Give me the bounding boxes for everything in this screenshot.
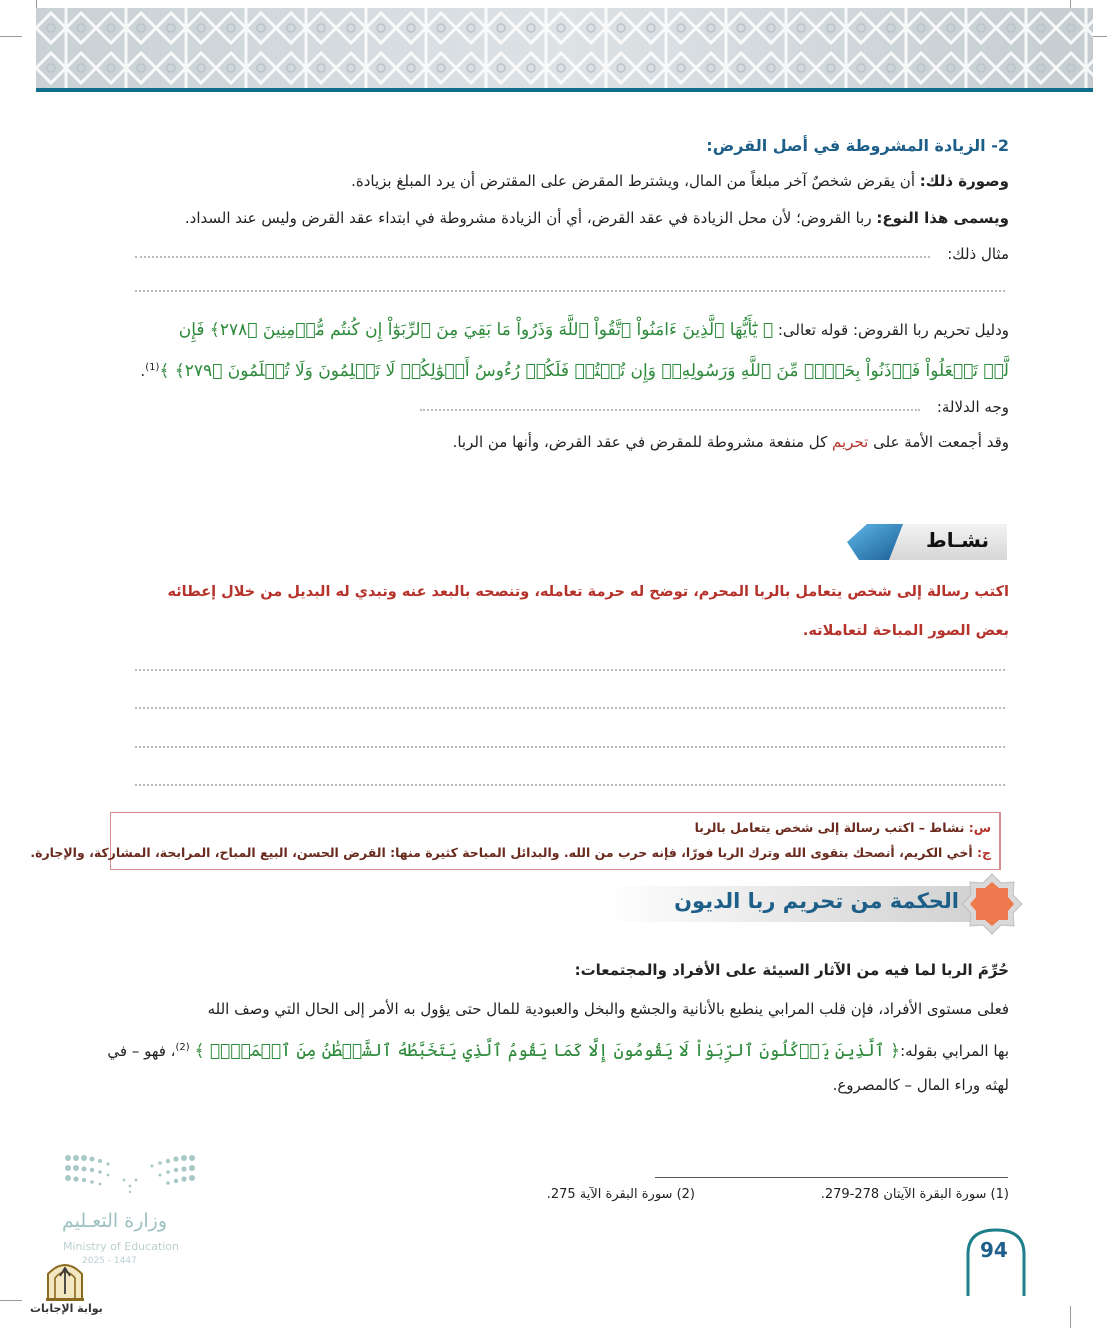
answer-text: أخي الكريم، أنصحك بتقوى الله وترك الربا فورًا، فإنه حرب من الله. والبدائل المباحة كثيرة منها: القرض الحسن، البيع المباح، المرابحة، المشاركة، والإجارة. [30, 845, 977, 860]
form-label: وصورة ذلك: [919, 172, 1009, 190]
page-number: 94 [980, 1238, 1008, 1262]
wisdom-intro: حُرِّمَ الربا لما فيه من الآثار السيئة على الأفراد والمجتمعات: [574, 961, 1009, 979]
ministry-name-english: Ministry of Education [63, 1240, 180, 1253]
activity-answer-line[interactable] [135, 746, 1005, 748]
activity-text-line1: اكتب رسالة إلى شخص يتعامل بالربا المحرم، توضح له حرمة تعامله، وتنصحه بالبعد عنه وتبدي له البديل من خلال إعطائه [167, 584, 1009, 600]
ministry-logo-dots [62, 1150, 202, 1200]
paragraph-form [351, 169, 1009, 193]
form-text: أن يقرض شخصٌ آخر مبلغاً من المال، ويشترط المقرض على المقترض أن يرد المبلغ بزيادة. [351, 172, 920, 190]
answer-question [695, 819, 991, 837]
wisdom-paragraph-line3: لهثه وراء المال – كالمصروع. [832, 1076, 1009, 1094]
ministry-year: 2025 - 1447 [82, 1256, 137, 1266]
verse-end: . [140, 362, 146, 380]
crop-mark [1070, 1306, 1071, 1328]
quran-verse: ﴿ يَٰٓأَيُّهَا ٱلَّذِينَ ءَامَنُواْ ٱتَّقُواْ ٱللَّهَ وَذَرُواْ مَا بَقِيَ مِنَ ٱلرِّبَوٰٓاْ إِن كُنتُم مُّؤۡمِنِينَ ﴿٢٧٨﴾ فَإِن [178, 320, 774, 340]
answer-box [30, 812, 1001, 870]
quran-verse: ﴿ ٱلَّذِينَ يَأۡكُلُونَ ٱلرِّبَوٰاْ لَا يَقُومُونَ إِلَّا كَمَا يَقُومُ ٱلَّذِي يَتَخَبَّطُهُ ٱلشَّيۡطَٰنُ مِنَ ٱلۡمَسِّۚ ﴾ [194, 1041, 901, 1061]
answer-line[interactable] [135, 290, 1005, 292]
activity-answer-line[interactable] [135, 669, 1005, 671]
watermark-text: بوابة الإجابات [30, 1302, 103, 1315]
activity-answer-line[interactable] [135, 707, 1005, 709]
wisdom-text: ، فهو – في [107, 1042, 176, 1060]
answer-line[interactable] [135, 256, 930, 258]
question-prefix: س: [968, 820, 991, 835]
header-banner [36, 8, 1093, 92]
activity-answer-line[interactable] [135, 784, 1005, 786]
section-heading: 2- الزيادة المشروطة في أصل القرض: [706, 136, 1009, 155]
footnote-divider [655, 1177, 1008, 1178]
consensus-highlight: تحريم [832, 433, 869, 451]
evidence-intro: ودليل تحريم ربا القروض: قوله تعالى: [773, 321, 1009, 339]
wisdom-paragraph-line2 [107, 1036, 1009, 1063]
indication-label: وجه الدلالة: [936, 398, 1009, 416]
paragraph-name [185, 206, 1009, 230]
question-text: نشاط – اكتب رسالة إلى شخص يتعامل بالربا [694, 820, 969, 835]
crop-mark [0, 36, 22, 37]
quran-verse: لَّمۡ تَفۡعَلُواْ فَأۡذَنُواْ بِحَرۡبٖ مِّنَ ٱللَّهِ وَرَسُولِهِۦۖ وَإِن تُبۡتُمۡ فَلَكُمۡ رُءُوسُ أَمۡوَٰلِكُمۡ لَا تَظۡلِمُونَ وَلَا تُظۡلَمُونَ ﴿٢٧٩﴾ ﴾ [159, 361, 1009, 381]
consensus-text: وقد أجمعت الأمة على [868, 433, 1009, 451]
geometric-pattern [36, 8, 1093, 88]
wisdom-text: بها المرابي بقوله: [900, 1042, 1009, 1060]
consensus-paragraph [453, 430, 1009, 454]
example-label: مثال ذلك: [947, 245, 1009, 263]
activity-tab [845, 522, 1007, 562]
wisdom-paragraph-line1: فعلى مستوى الأفراد، فإن قلب المرابي ينطبع بالأنانية والجشع والبخل والعبودية للمال حتى يؤول به الأمر إلى الحال التي وصف الله [207, 1000, 1009, 1018]
consensus-text: كل منفعة مشروطة للمقرض في عقد القرض، وأنها من الربا. [452, 433, 833, 451]
answer-prefix: ج: [976, 845, 991, 860]
watermark-logo-icon [42, 1254, 88, 1302]
name-label: ويسمى هذا النوع: [876, 209, 1009, 227]
activity-tab-label: نشـاط [926, 528, 989, 552]
crop-mark [0, 1300, 22, 1301]
answer-response [30, 844, 991, 862]
ministry-name-arabic: وزارة التعـليم [62, 1210, 168, 1232]
evidence-line2 [140, 356, 1009, 383]
section-title: الحكمة من تحريم ربا الديون [674, 889, 959, 913]
octagon-star-icon [960, 872, 1024, 936]
activity-text-line2: بعض الصور المباحة لتعاملاته. [802, 623, 1009, 639]
footnote-ref: (1) [145, 362, 160, 373]
footnote-1: (1) سورة البقرة الآيتان 278-279. [820, 1187, 1009, 1202]
answer-line[interactable] [420, 409, 920, 411]
footnote-ref: (2) [175, 1042, 190, 1053]
evidence-line1 [179, 318, 1009, 342]
name-text: ربا القروض؛ لأن محل الزيادة في عقد القرض، أي أن الزيادة مشروطة في ابتداء عقد القرض وليس عند السداد. [184, 209, 877, 227]
footnote-2: (2) سورة البقرة الآية 275. [546, 1187, 695, 1202]
